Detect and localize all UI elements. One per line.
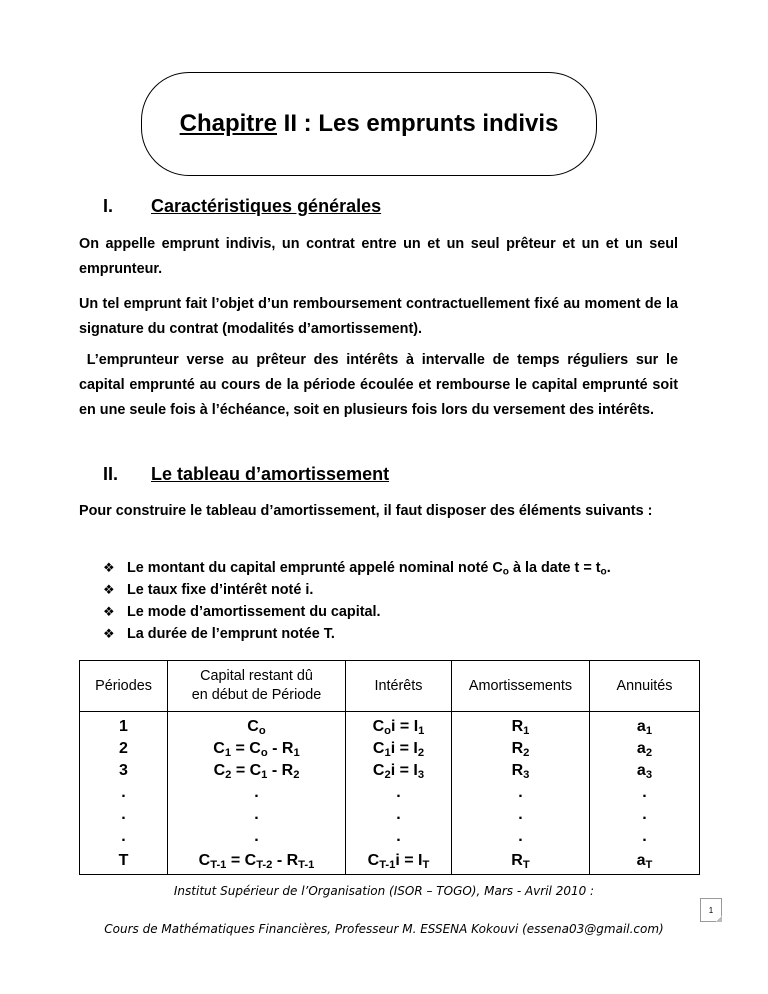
header-amortissements: Amortissements [452, 661, 590, 712]
chapter-title-rest: II : Les emprunts indivis [276, 110, 559, 137]
cell-dot: . [452, 782, 590, 804]
table-row [80, 804, 700, 826]
cell-amortissement: $R_2$ [452, 738, 590, 760]
header-interets: Intérêts [346, 661, 452, 712]
cell-amortissement: $R_3$ [452, 760, 590, 782]
cell-capital: $C_2 = C_1 - R_2$ [168, 760, 346, 782]
section-2-number: II. [103, 464, 119, 484]
diamond-bullet-icon: ❖ [103, 582, 115, 597]
section-1-heading [103, 196, 381, 217]
cell-dot: . [168, 782, 346, 804]
list-item [103, 623, 611, 645]
cell-interets: $C_1i = I_2$ [346, 738, 452, 760]
section-1-paragraph-1: On appelle emprunt indivis, un contrat entre un et un seul prêteur et un et un seul emprunteur. [79, 236, 678, 277]
table-row [80, 782, 700, 804]
cell-periode: 1 [80, 712, 168, 738]
footer-course: Cours de Mathématiques Financières, Professeur M. ESSENA Kokouvi (essena03@gmail.com) [104, 922, 664, 936]
chapter-title [180, 110, 559, 138]
diamond-bullet-icon: ❖ [103, 560, 115, 575]
list-item [103, 601, 611, 623]
section-1-paragraph-2: Un tel emprunt fait l’objet d’un remboursement contractuellement fixé au moment de la signature du contrat (modalités d’amortissement). [79, 296, 678, 337]
cell-interets: $C_2i = I_3$ [346, 760, 452, 782]
diamond-bullet-icon: ❖ [103, 626, 115, 641]
cell-dot: . [80, 804, 168, 826]
section-1-number: I. [103, 196, 114, 216]
cell-capital: $C_{T-1} = C_{T-2} - R_{T-1}$ [168, 848, 346, 875]
cell-dot: . [80, 826, 168, 848]
cell-dot: . [452, 826, 590, 848]
cell-dot: . [346, 826, 452, 848]
cell-dot: . [590, 782, 700, 804]
cell-annuite: $a_1$ [590, 712, 700, 738]
cell-dot: . [80, 782, 168, 804]
header-periodes: Périodes [80, 661, 168, 712]
cell-annuite: $a_3$ [590, 760, 700, 782]
header-capital: Capital restant dû en début de Période [168, 661, 346, 712]
cell-dot: . [168, 804, 346, 826]
chapter-title-underlined: Chapitre [179, 110, 277, 137]
page-number: 1 [700, 898, 722, 922]
diamond-bullet-icon: ❖ [103, 604, 115, 619]
cell-annuite: $a_2$ [590, 738, 700, 760]
list-item [103, 557, 611, 579]
section-2-intro: Pour construire le tableau d’amortissement, il faut disposer des éléments suivants : [79, 503, 653, 519]
list-item-text: Le taux fixe d’intérêt noté i. [127, 582, 314, 598]
chapter-title-box [141, 72, 597, 176]
requirements-list [103, 557, 611, 645]
cell-capital: $C_o$ [168, 712, 346, 738]
list-item-text: La durée de l’emprunt notée T. [127, 626, 335, 642]
table-row [80, 848, 700, 875]
cell-interets: $C_{T-1}i = I_T$ [346, 848, 452, 875]
header-annuites: Annuités [590, 661, 700, 712]
cell-dot: . [346, 782, 452, 804]
table-row [80, 738, 700, 760]
cell-dot: . [168, 826, 346, 848]
table-row [80, 826, 700, 848]
section-2-title: Le tableau d’amortissement [151, 464, 390, 484]
list-item-text: Le montant du capital emprunté appelé nominal noté $C_o$ à la date $t = t_o$. [127, 560, 611, 578]
list-item-text: Le mode d’amortissement du capital. [127, 604, 381, 620]
section-1-paragraph-3: L’emprunteur verse au prêteur des intérêts à intervalle de temps réguliers sur le capital emprunté au cours de la période écoulée et rembourse le capital emprunté soit en une seule fois à l’échéance, soit en plusieurs fois lors du versement des intérêts. [79, 352, 682, 418]
cell-periode: 3 [80, 760, 168, 782]
list-item [103, 579, 611, 601]
cell-interets: $C_oi = I_1$ [346, 712, 452, 738]
cell-amortissement: $R_T$ [452, 848, 590, 875]
cell-periode: 2 [80, 738, 168, 760]
cell-dot: . [590, 826, 700, 848]
cell-annuite: $a_T$ [590, 848, 700, 875]
cell-dot: . [346, 804, 452, 826]
table-row [80, 712, 700, 738]
table-row [80, 760, 700, 782]
cell-amortissement: $R_1$ [452, 712, 590, 738]
amortization-table [79, 660, 700, 875]
section-2-heading [103, 464, 389, 485]
cell-periode: T [80, 848, 168, 875]
cell-capital: $C_1 = C_o - R_1$ [168, 738, 346, 760]
table-header-row [80, 661, 700, 712]
cell-dot: . [452, 804, 590, 826]
section-1-title: Caractéristiques générales [151, 196, 382, 216]
cell-dot: . [590, 804, 700, 826]
footer-institution: Institut Supérieur de l’Organisation (ISOR – TOGO), Mars - Avril 2010 : [173, 884, 595, 898]
